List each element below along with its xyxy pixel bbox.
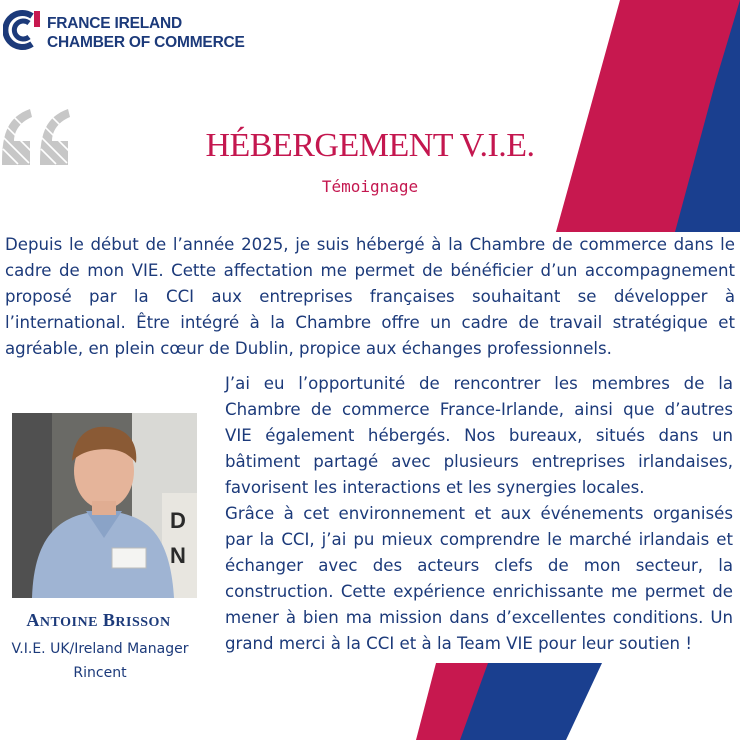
svg-text:D: D bbox=[170, 508, 186, 533]
page-title: HÉBERGEMENT V.I.E. bbox=[205, 127, 535, 164]
svg-text:N: N bbox=[170, 543, 186, 568]
person-company: Rincent bbox=[73, 665, 127, 681]
quote-mark-icon bbox=[0, 103, 74, 171]
person-name: ANTOINE BRISSON bbox=[26, 610, 171, 630]
intro-paragraph: Depuis le début de l’année 2025, je suis hébergé à la Chambre de commerce dans le cadre de mon VIE. Cette affectation me permet de bénéficier d’un accompagnement proposé par la CCI aux entreprises françaises souhaitant se développer à l’international. Être intégré à la Chambre offre un cadre de travail stratégique et agréable, en plein cœur de Dublin, propice aux échanges professionnels. bbox=[5, 235, 735, 358]
logo-line-1: FRANCE IRELAND bbox=[47, 15, 182, 32]
body-paragraph-1: J’ai eu l’opportunité de rencontrer les membres de la Chambre de commerce France-Irlande, ainsi que d’autres VIE également hébergés. Nos bureaux, situés dans un bâtiment partagé avec plusieurs entreprises irlandaises, favorisent les interactions et les synergies locales. bbox=[225, 374, 733, 497]
testimonial-body bbox=[225, 371, 733, 657]
cci-logo-icon bbox=[3, 8, 43, 52]
logo-line-2: CHAMBER OF COMMERCE bbox=[47, 34, 245, 51]
logo-text bbox=[47, 14, 245, 52]
person-role: V.I.E. UK/Ireland Manager bbox=[11, 641, 189, 657]
portrait-photo bbox=[12, 413, 197, 598]
body-paragraph-2: Grâce à cet environnement et aux événements organisés par la CCI, j’ai pu mieux comprendre le marché irlandais et échanger avec des acteurs clefs de mon secteur, la construction. Cette expérience enrichissante me permet de mener à bien ma mission dans d’excellentes conditions. Un grand merci à la CCI et à la Team VIE pour leur soutien ! bbox=[225, 504, 733, 653]
page-subtitle: Témoignage bbox=[321, 177, 419, 196]
chamber-logo bbox=[3, 8, 253, 54]
